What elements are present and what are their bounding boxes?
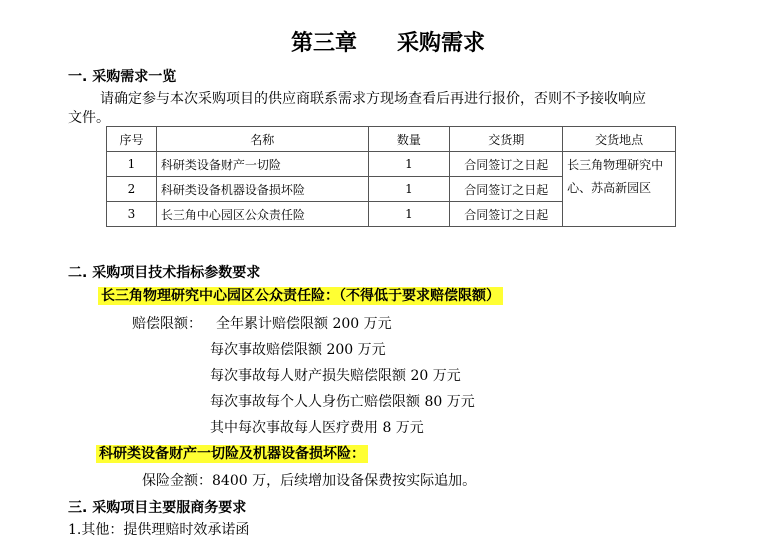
limit-line: 每次事故每人财产损失赔偿限额 20 万元 [210,368,461,384]
section1-intro-line1: 请确定参与本次采购项目的供应商联系需求方现场查看后再进行报价，否则不予接收响应 [100,91,646,107]
section3-heading: 三. 采购项目主要服商务要求 [68,500,247,516]
row-delivery: 合同签订之日起 [450,177,563,202]
row-delivery: 合同签订之日起 [450,152,563,177]
header-name: 名称 [156,127,368,152]
header-location: 交货地点 [563,127,676,152]
row-no: 1 [107,152,157,177]
section2-heading: 二. 采购项目技术指标参数要求 [68,265,261,281]
header-delivery: 交货期 [450,127,563,152]
row-no: 3 [107,202,157,227]
row-name: 科研类设备财产一切险 [156,152,368,177]
table-header-row [107,127,676,152]
section1-heading: 一. 采购需求一览 [68,69,177,85]
row-no: 2 [107,177,157,202]
row-qty: 1 [368,202,450,227]
row-name: 长三角中心园区公众责任险 [156,202,368,227]
header-qty: 数量 [368,127,450,152]
property-title: 科研类设备财产一切险及机器设备损坏险： [96,445,368,463]
limit-label: 赔偿限额： [132,316,202,332]
limit-line: 全年累计赔偿限额 200 万元 [216,316,392,332]
chapter-name: 采购需求 [397,30,486,56]
row-name: 科研类设备机器设备损坏险 [156,177,368,202]
table-row [107,152,676,177]
chapter-number: 第三章 [290,30,357,56]
limit-line: 每次事故每个人人身伤亡赔偿限额 80 万元 [210,394,475,410]
section3-item1: 1.其他：提供理赔时效承诺函 [68,522,250,538]
row-delivery: 合同签订之日起 [450,202,563,227]
liability-title-wrap [98,285,503,305]
delivery-location: 长三角物理研究中心、苏高新园区 [563,152,676,227]
row-qty: 1 [368,177,450,202]
property-title-wrap [96,443,368,463]
limit-line: 每次事故赔偿限额 200 万元 [210,342,386,358]
limit-line: 其中每次事故每人医疗费用 8 万元 [210,420,424,436]
chapter-title [0,26,776,57]
requirements-table [106,126,676,227]
row-qty: 1 [368,152,450,177]
liability-title: 长三角物理研究中心园区公众责任险：（不得低于要求赔偿限额） [98,287,503,305]
header-no: 序号 [107,127,157,152]
section1-intro-line2: 文件。 [68,110,110,126]
insured-amount: 保险金额：8400 万，后续增加设备保费按实际追加。 [142,473,477,489]
